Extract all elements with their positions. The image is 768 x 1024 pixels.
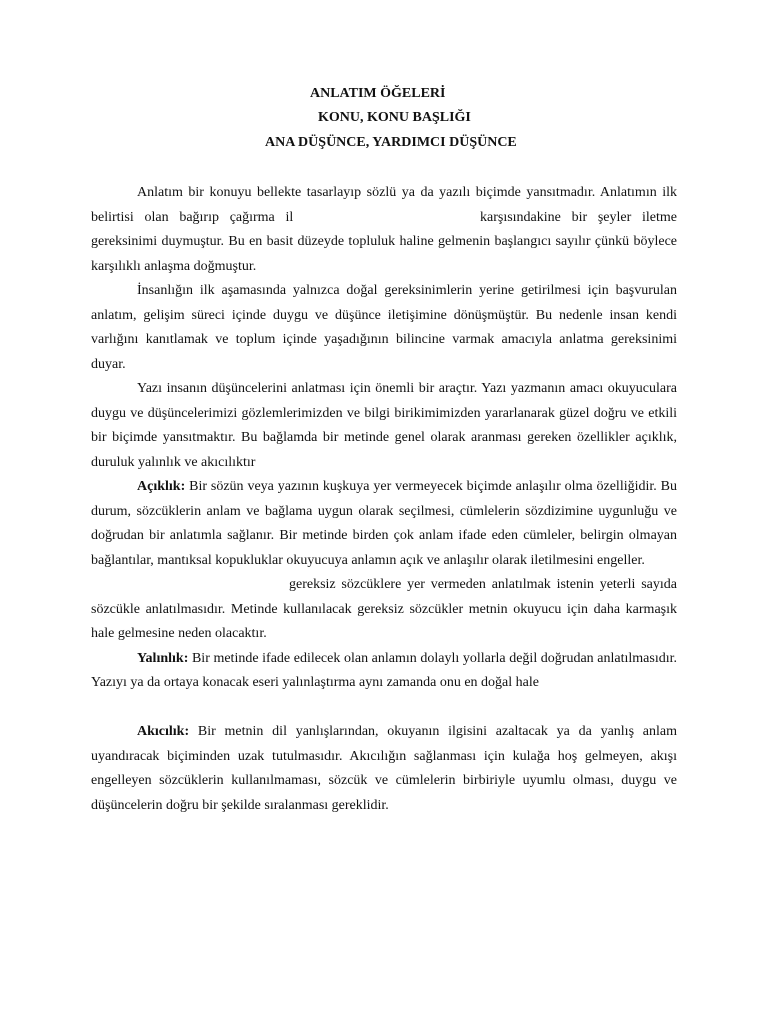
yalinlik-text: Bir metinde ifade edilecek olan anlamın dolaylı yollarla değil doğrudan anlatılmasıdır. Yazıyı ya da ortaya konacak eseri yalınlaştırma aynı zamanda onu en doğal hale xyxy=(91,650,677,690)
yalinlik-label: Yalınlık: xyxy=(137,650,189,666)
akicilik-label: Akıcılık: xyxy=(137,724,190,739)
document-subtitle-2: ANA DÜŞÜNCE, YARDIMCI DÜŞÜNCE xyxy=(265,135,517,150)
aciklik-label: Açıklık: xyxy=(137,479,186,494)
paragraph-2: İnsanlığın ilk aşamasında yalnızca doğal gereksinimlerin yerine getirilmesi için başvurulan anlatım, gelişim süreci içinde duygu ve düşünce iletişimine dönüşmüştür. Bu nedenle insan kendi varlığını kanıtlamak ve toplum içinde yaşadığının bilincine varmak amacıyla anlatma gereksinimi duyar. xyxy=(91,283,677,372)
duruluk-text: gereksiz sözcüklere yer vermeden anlatılmak istenin yeterli sayıda sözcükle anlatılmasıdır. Metinde kullanılacak gereksiz sözcükler metnin okuyucu için daha karmaşık hale gelmesine neden olacaktır. xyxy=(91,577,677,641)
document-title: ANLATIM ÖĞELERİ xyxy=(310,86,446,101)
paragraph-akicilik xyxy=(91,720,677,818)
paragraph-yalinlik xyxy=(91,647,677,696)
akicilik-text: Bir metnin dil yanlışlarından, okuyanın ilgisini azaltacak ya da yanlış anlam uyandıracak biçiminden uzak tutulmasıdır. Akıcılığın sağlanması için kulağa hoş gelmeyen, akışı engelleyen sözcüklerin kullanılmaması, sözcük ve cümlelerin birbiriyle uyumlu olması, duygu ve düşüncelerin doğru bir şekilde sıralanması gereklidir. xyxy=(91,724,677,813)
aciklik-text: Bir sözün veya yazının kuşkuya yer vermeyecek biçimde anlaşılır olma özelliğidir. Bu durum, sözcüklerin anlam ve bağlama uygun olarak seçilmesi, cümlelerin sözdizimine uygunluğu ve doğrudan bir anlatımla sağlanır. Bir metinde birden çok anlam ifade eden cümleler, belirgin olmayan bağlantılar, mantıksal kopukluklar okuyucuya anlamın açık ve anlaşılır olarak iletilmesini engeller. xyxy=(91,479,677,568)
paragraph-1 xyxy=(91,181,677,279)
blank-line xyxy=(91,696,677,721)
paragraph-1-part-2: karşısındakine bir şeyler iletme gereksinimi duymuştur. Bu en basit düzeyde topluluk haline gelmenin başlangıcı sayılır çünkü böylece karşılıklı anlaşma doğmuştur. xyxy=(91,209,677,274)
paragraph-1-part-1: Anlatım bir konuyu bellekte tasarlayıp sözlü ya da yazılı biçimde yansıtmadır. Anlatımın ilk belirtisi olan bağırıp çağırma il xyxy=(91,185,677,225)
document-subtitle: KONU, KONU BAŞLIĞI xyxy=(318,110,471,125)
document-body xyxy=(91,181,677,818)
paragraph-3: Yazı insanın düşüncelerini anlatması için önemli bir araçtır. Yazı yazmanın amacı okuyuculara duygu ve düşüncelerimizi gözlemlerimizden ve bilgi birikimimizden yararlanarak güzel doğru ve etkili bir biçimde yansıtmaktır. Bu bağlamda bir metinde genel olarak aranması gereken özellikler açıklık, duruluk yalınlık ve akıcılıktır xyxy=(91,381,677,470)
paragraph-aciklik xyxy=(91,475,677,573)
paragraph-duruluk xyxy=(91,573,677,647)
